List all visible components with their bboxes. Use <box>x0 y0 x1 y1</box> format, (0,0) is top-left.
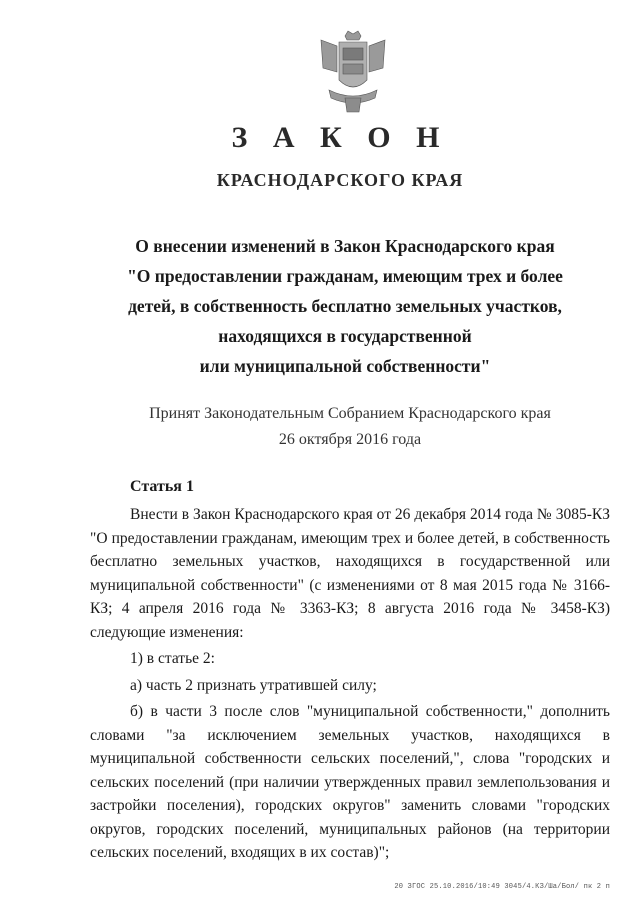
coat-of-arms-emblem <box>315 28 391 114</box>
adoption-body: Принят Законодательным Собранием Краснодарского края <box>149 405 551 422</box>
subject-line: находящихся в государственной <box>218 326 472 346</box>
paragraph: а) часть 2 признать утратившей силу; <box>130 676 377 694</box>
subject-line: О внесении изменений в Закон Краснодарского края <box>135 236 555 256</box>
document-footer-code: 20 ЗГОС 25.10.2016/10:49 3045/4.КЗ/Ша/Бол/ пк 2 п <box>394 883 610 891</box>
subject-line: или муниципальной собственности" <box>199 356 491 376</box>
region-name: КРАСНОДАРСКОГО КРАЯ <box>216 170 464 190</box>
adoption-note <box>100 401 600 453</box>
article-heading: Статья 1 <box>130 478 194 495</box>
article-body <box>90 503 610 865</box>
law-title: З А К О Н <box>231 121 449 154</box>
law-subject <box>110 231 580 381</box>
paragraph: б) в части 3 после слов "муниципальной собственности," дополнить словами "за исключением земельных участков, находящихся в муниципальной собственности сельских поселений,", слова "городских и сельских поселений (при наличии утвержденных правил землепользования и застройки поселения), городских округов" заменить словами "городских округов, городских поселений, муниципальных районов (на территории сельских поселений, входящих в их состав)"; <box>90 703 610 861</box>
subject-line: детей, в собственность бесплатно земельных участков, <box>128 296 562 316</box>
paragraph: Внести в Закон Краснодарского края от 26 декабря 2014 года № 3085-КЗ "О предоставлении гражданам, имеющим трех и более детей, в собственность бесплатно земельных участков, находящихся в государственной или муниципальной собственности" (с изменениями от 8 мая 2015 года № 3166-КЗ; 4 апреля 2016 года № 3363-КЗ; 8 августа 2016 года № 3458-КЗ) следующие изменения: <box>90 506 610 641</box>
paragraph: 1) в статье 2: <box>130 650 215 667</box>
adoption-date: 26 октября 2016 года <box>278 431 422 448</box>
subject-line: "О предоставлении гражданам, имеющим трех и более <box>127 266 563 286</box>
